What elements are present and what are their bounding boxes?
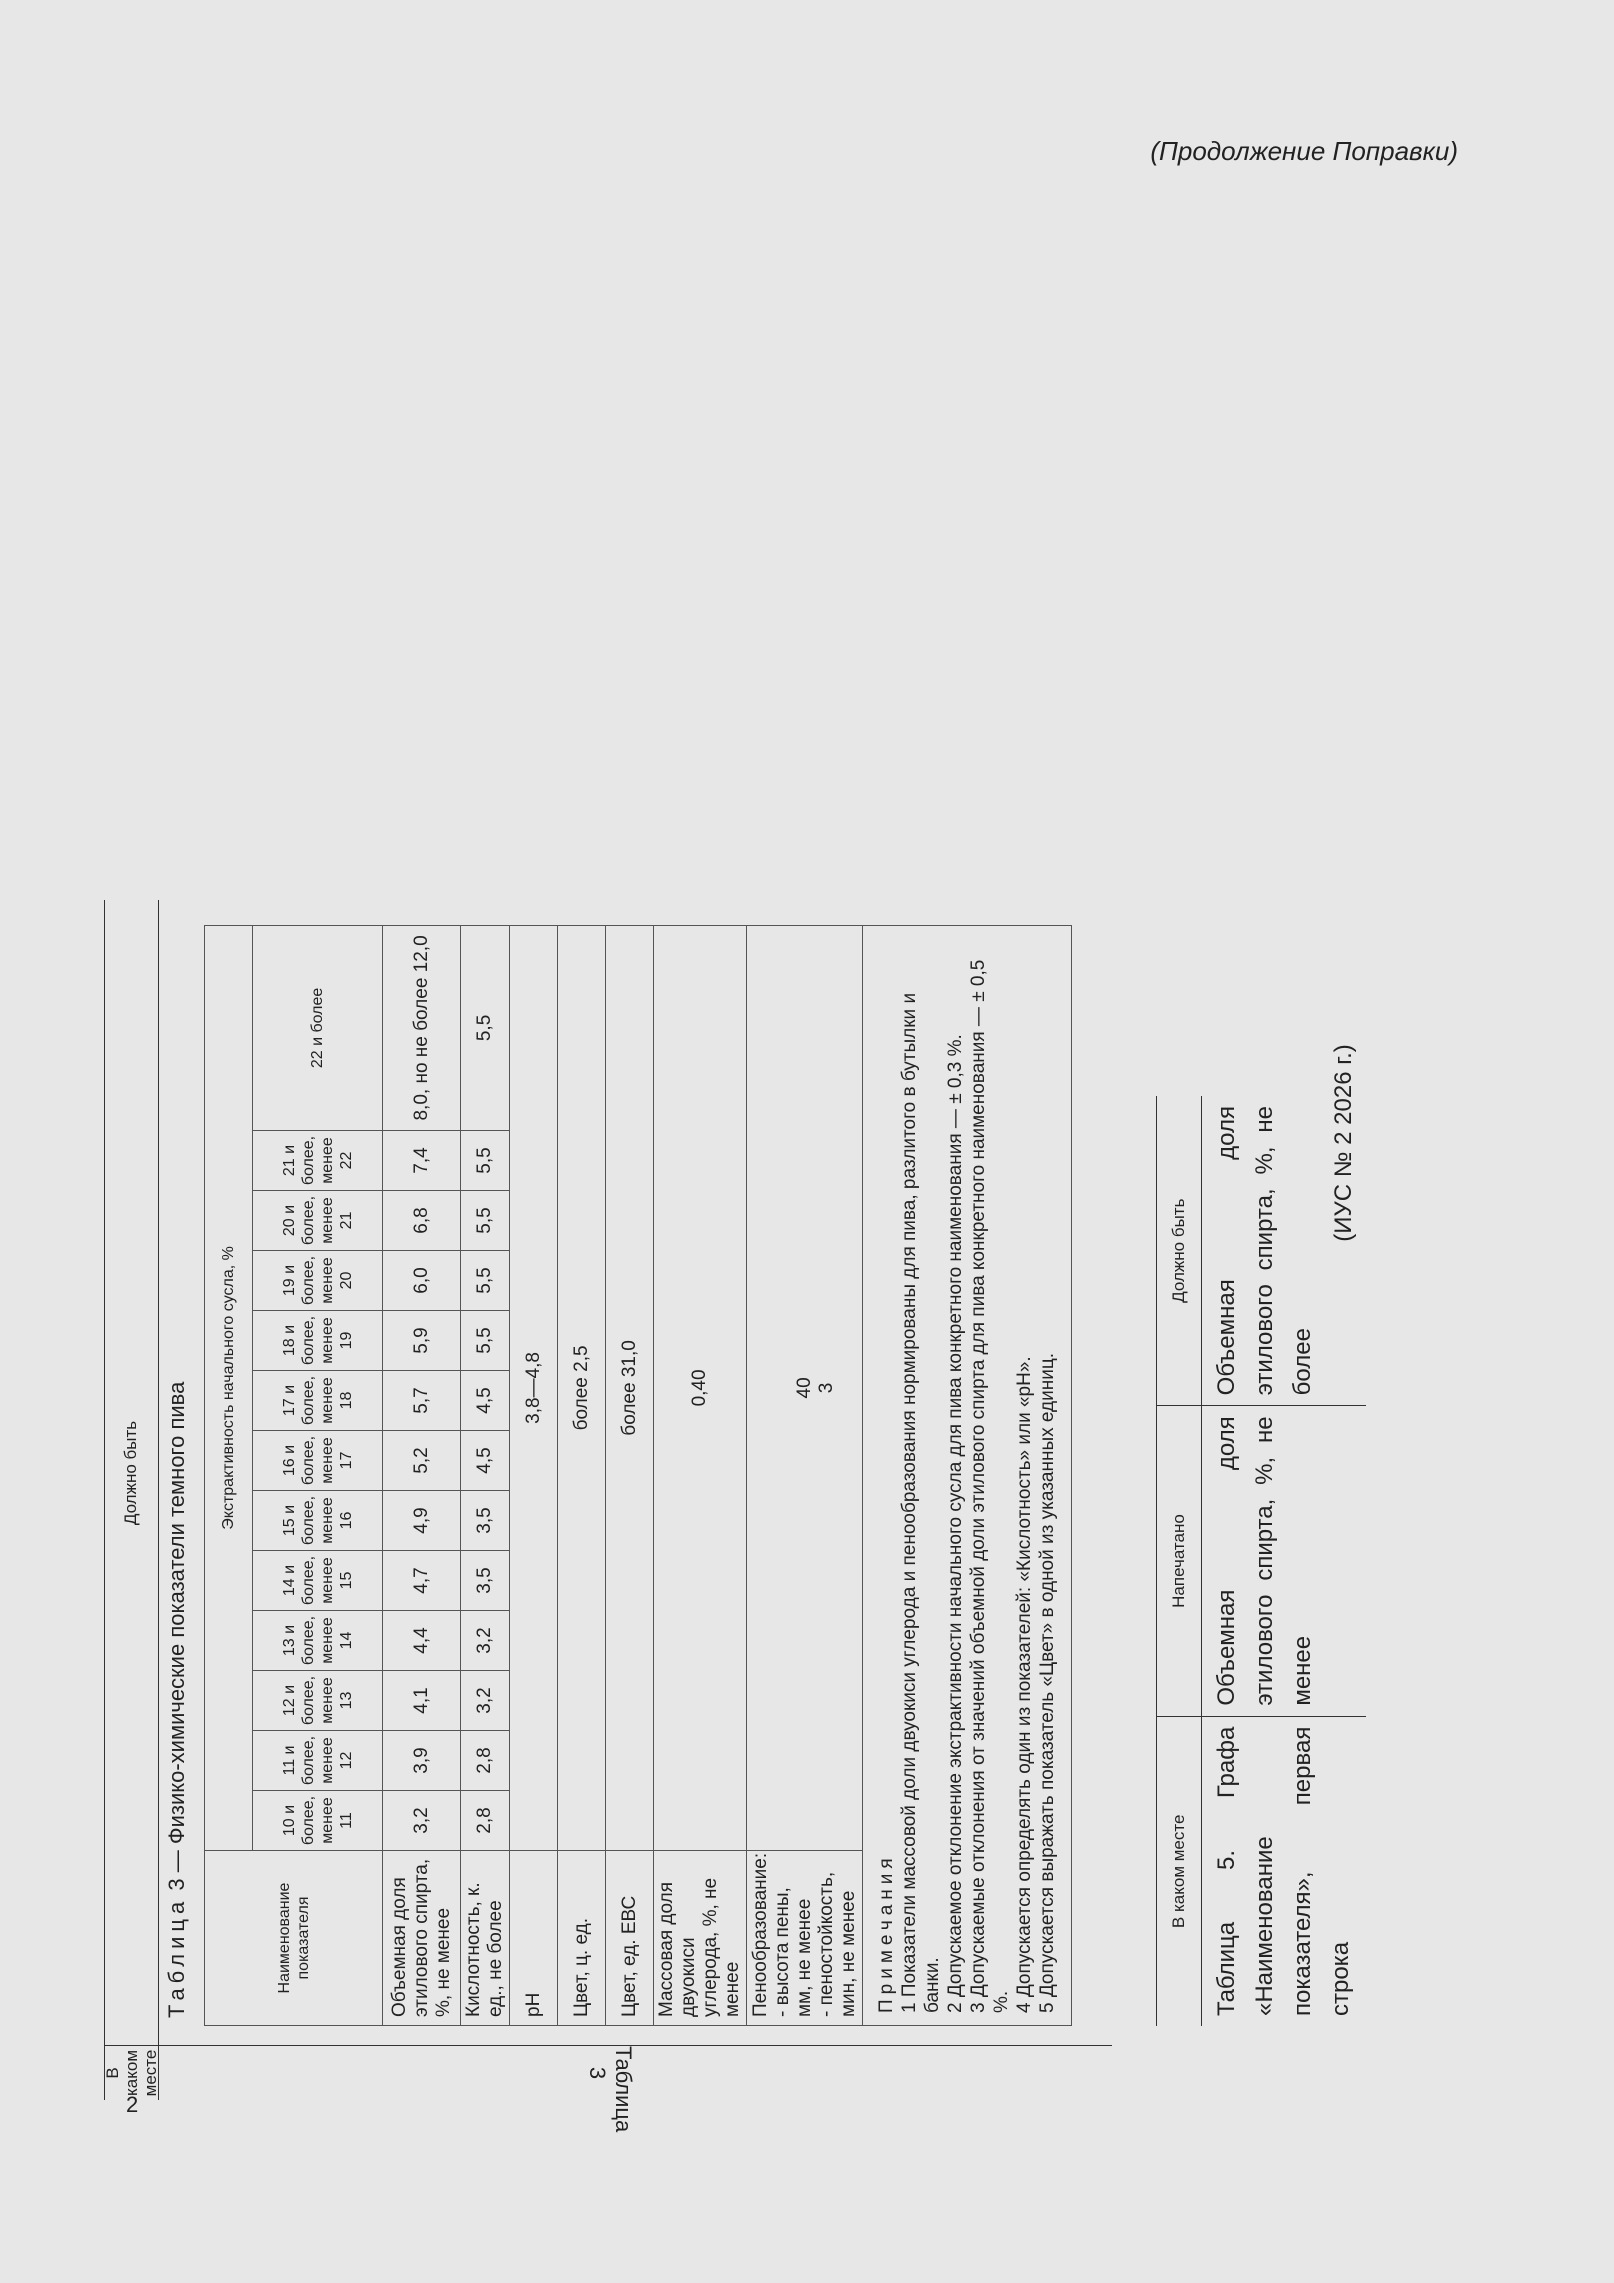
table-row [461, 925, 510, 2025]
range-header: 13 и более, менее 14 [253, 1611, 383, 1671]
cell-value: более 31,0 [606, 925, 654, 1850]
correction-block [1156, 1096, 1366, 2026]
range-header: 15 и более, менее 16 [253, 1491, 383, 1551]
block2-header: В каком месте [1157, 1716, 1202, 2026]
cell-value: 5,2 [383, 1431, 461, 1491]
caption-prefix: Таблица [164, 1896, 189, 2018]
table-row [606, 925, 654, 2025]
header-separator [158, 900, 159, 2100]
note-item: 2 Допускаемое отклонение экстрактивности начального сусла для пива конкретного наименования — ± 0,3 %. [945, 1034, 966, 2013]
cell-value: 6,0 [383, 1251, 461, 1311]
cell-value: 0,40 [654, 925, 747, 1850]
range-header: 11 и более, менее 12 [253, 1731, 383, 1791]
block2-should-be: Объемная доля этилового спирта, %, не более [1213, 1106, 1316, 1396]
caption-rest: 3 — Физико-химические показатели темного пива [164, 1381, 189, 1897]
cell-value: 3,9 [383, 1731, 461, 1791]
ius-label: (ИУС № 2 2026 г.) [1330, 1044, 1357, 1242]
range-header: 22 и более [253, 925, 383, 1130]
name-header: Наименование показателя [205, 1851, 383, 2026]
cell-value: 5,5 [461, 1131, 510, 1191]
cell-value: 8,0, но не более 12,0 [383, 925, 461, 1130]
notes-cell [863, 925, 1072, 2025]
row-name: Объемная доля этилового спирта, %, не менее [383, 1851, 461, 2026]
row-name: Кислотность, к. ед., не более [461, 1851, 510, 2026]
cell-value: 3,8—4,8 [510, 925, 558, 1850]
foam-height-value: 40 [793, 1377, 815, 1399]
block2-where: Таблица 5. Графа «Наименование показателя», первая строка [1202, 1716, 1366, 2026]
cell-value: 6,8 [383, 1191, 461, 1251]
cell-value: 3,2 [461, 1671, 510, 1731]
physico-chemical-table [204, 925, 1072, 2026]
page-number: 2 [126, 2092, 139, 2117]
block2-header: Должно быть [1157, 1096, 1202, 1405]
table-caption [164, 1382, 190, 2018]
cell-value: 4,4 [383, 1611, 461, 1671]
cell-value: 5,9 [383, 1311, 461, 1371]
note-item: 4 Допускается определять один из показателей: «Кислотность» или «pH». [1014, 1356, 1035, 2013]
row-name: Массовая доля двуокиси углерода, %, не менее [654, 1851, 747, 2026]
notes-row [863, 925, 1072, 2025]
foam-title: Пенообразование: [749, 1852, 771, 2017]
range-header: 20 и более, менее 21 [253, 1191, 383, 1251]
cell-value: 5,5 [461, 1191, 510, 1251]
block2-header: Напечатано [1157, 1405, 1202, 1715]
range-header: 14 и более, менее 15 [253, 1551, 383, 1611]
range-header: 10 и более, менее 11 [253, 1791, 383, 1851]
cell-value [747, 925, 863, 1850]
block2-header-row [1156, 1096, 1202, 2026]
range-header: 21 и более, менее 22 [253, 1131, 383, 1191]
cell-value: 4,5 [461, 1371, 510, 1431]
row-name: Цвет, ед. ЕВС [606, 1851, 654, 2026]
foam-stability-value: 3 [815, 1382, 837, 1394]
extract-group-header: Экстрактивность начального сусла, % [205, 925, 253, 1850]
cell-value: 5,5 [461, 1251, 510, 1311]
cell-value: 2,8 [461, 1791, 510, 1851]
cell-value: 4,7 [383, 1551, 461, 1611]
header-where: В каком месте [102, 2049, 160, 2097]
range-header: 17 и более, менее 18 [253, 1371, 383, 1431]
notes-title: Примечания [876, 1853, 897, 2013]
cell-value: 5,7 [383, 1371, 461, 1431]
header-should-be: Должно быть [121, 1420, 140, 1526]
cell-value: 3,2 [461, 1611, 510, 1671]
side-table-label: Таблица 3 [585, 2046, 636, 2133]
cell-value: 3,5 [461, 1491, 510, 1551]
cell-value: 4,1 [383, 1671, 461, 1731]
note-item: 5 Допускается выражать показатель «Цвет» в одной из указанных единиц. [1037, 1352, 1058, 2013]
table-row [383, 925, 461, 2025]
note-item: 3 Допускаемые отклонения от значений объемной доли этилового спирта для пива конкретного наименования — ± 0,5 %. [968, 959, 1012, 2013]
cell-value: 2,8 [461, 1731, 510, 1791]
table-row [510, 925, 558, 2025]
foam-stability-label: - пеностойкость, мин, не менее [815, 1871, 859, 2017]
cell-value: 3,2 [383, 1791, 461, 1851]
cell-value: более 2,5 [558, 925, 606, 1850]
cell-value: 4,5 [461, 1431, 510, 1491]
range-header: 12 и более, менее 13 [253, 1671, 383, 1731]
table-row [558, 925, 606, 2025]
range-header: 19 и более, менее 20 [253, 1251, 383, 1311]
row-name: Цвет, ц. ед. [558, 1851, 606, 2026]
cell-value: 5,5 [461, 1311, 510, 1371]
cell-value: 4,9 [383, 1491, 461, 1551]
cell-value: 5,5 [461, 925, 510, 1130]
continuation-label: (Продолжение Поправки) [1150, 136, 1458, 166]
range-header: 16 и более, менее 17 [253, 1431, 383, 1491]
cell-value: 7,4 [383, 1131, 461, 1191]
cell-value: 3,5 [461, 1551, 510, 1611]
table-row [747, 925, 863, 2025]
row-name: pH [510, 1851, 558, 2026]
foam-height-label: - высота пены, мм, не менее [771, 1887, 815, 2017]
block2-printed: Объемная доля этилового спирта, %, не менее [1202, 1405, 1366, 1715]
block2-body-row [1202, 1096, 1366, 2026]
note-item: 1 Показатели массовой доли двуокиси углерода и пенообразования нормированы для пива, разлитого в бутылки и банки. [899, 992, 943, 2013]
table-row [654, 925, 747, 2025]
row-name [747, 1851, 863, 2026]
range-header: 18 и более, менее 19 [253, 1311, 383, 1371]
